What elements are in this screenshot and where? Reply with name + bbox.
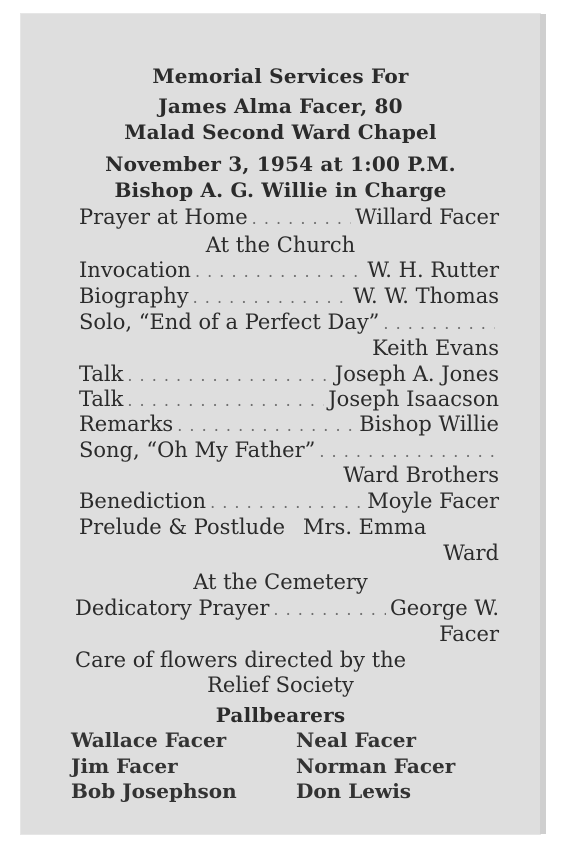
pallbearer-name: Jim Facer — [71, 754, 178, 778]
program-row-person: Keith Evans — [372, 336, 499, 360]
program-row-label: Song, “Oh My Father” — [79, 438, 316, 462]
program-row-label: Invocation — [79, 258, 191, 282]
flowers-line: Care of flowers directed by the — [75, 648, 407, 672]
program-row-label: Benediction — [79, 489, 207, 513]
program-row — [79, 438, 499, 464]
leader-dots — [195, 262, 363, 281]
leader-dots — [177, 416, 355, 435]
home-prayer-label: Prayer at Home — [79, 205, 248, 229]
leader-dots — [210, 493, 363, 512]
header-line-5: Bishop A. G. Willie in Charge — [114, 178, 447, 202]
program-row — [79, 362, 499, 388]
leader-dots — [193, 288, 349, 307]
dedicatory-prayer-person: Facer — [439, 622, 499, 646]
clipping-edge — [540, 14, 546, 834]
program-row — [79, 284, 499, 310]
program-row-label: Biography — [79, 284, 189, 308]
program-row-label: Remarks — [79, 412, 174, 436]
leader-dots — [383, 314, 495, 333]
pallbearer-name: Neal Facer — [296, 728, 417, 752]
program-row-label: Talk — [79, 362, 124, 386]
header-line-2: James Alma Facer, 80 — [158, 94, 403, 118]
program-row-person: Ward Brothers — [343, 463, 499, 487]
program-text — [21, 14, 540, 834]
dedicatory-prayer-person: George W. — [389, 596, 499, 620]
program-row — [79, 412, 499, 438]
program-row-person: Moyle Facer — [367, 489, 499, 513]
pallbearer-name: Norman Facer — [296, 754, 456, 778]
program-row-person: W. W. Thomas — [353, 284, 499, 308]
newspaper-clipping — [21, 14, 540, 834]
header-line-1: Memorial Services For — [152, 64, 409, 88]
pallbearer-name: Don Lewis — [296, 779, 412, 803]
program-row-person: Bishop Willie — [359, 412, 499, 436]
program-row — [79, 515, 499, 541]
program-row-person: W. H. Rutter — [367, 258, 499, 282]
program-row — [79, 489, 499, 515]
program-row-person: Joseph Isaacson — [328, 387, 499, 411]
header-line-4: November 3, 1954 at 1:00 P.M. — [105, 152, 456, 176]
leader-dots — [127, 366, 330, 385]
program-row-label: Talk — [79, 387, 124, 411]
pallbearer-name: Bob Josephson — [71, 779, 237, 803]
leader-dots — [319, 442, 495, 461]
leader-dots — [273, 600, 386, 619]
home-prayer-row — [79, 205, 499, 231]
program-row-label: Prelude & Postlude — [79, 515, 286, 539]
program-row — [79, 387, 499, 413]
dedicatory-prayer-row — [75, 596, 499, 622]
header-line-3: Malad Second Ward Chapel — [124, 120, 437, 144]
program-row-label: Solo, “End of a Perfect Day” — [79, 310, 380, 334]
leader-dots — [127, 391, 324, 410]
leader-dots — [252, 209, 351, 228]
dedicatory-prayer-label: Dedicatory Prayer — [75, 596, 270, 620]
pallbearer-name: Wallace Facer — [71, 728, 227, 752]
flowers-line: Relief Society — [207, 673, 354, 697]
pallbearers-heading: Pallbearers — [215, 703, 346, 727]
cemetery-heading: At the Cemetery — [193, 570, 368, 594]
home-prayer-person: Willard Facer — [355, 205, 499, 229]
program-row-person: Ward — [443, 541, 499, 565]
program-row — [79, 258, 499, 284]
program-row-person: Mrs. Emma — [303, 515, 427, 539]
program-row — [79, 310, 499, 336]
church-heading: At the Church — [205, 233, 356, 257]
program-row-person: Joseph A. Jones — [334, 362, 499, 386]
